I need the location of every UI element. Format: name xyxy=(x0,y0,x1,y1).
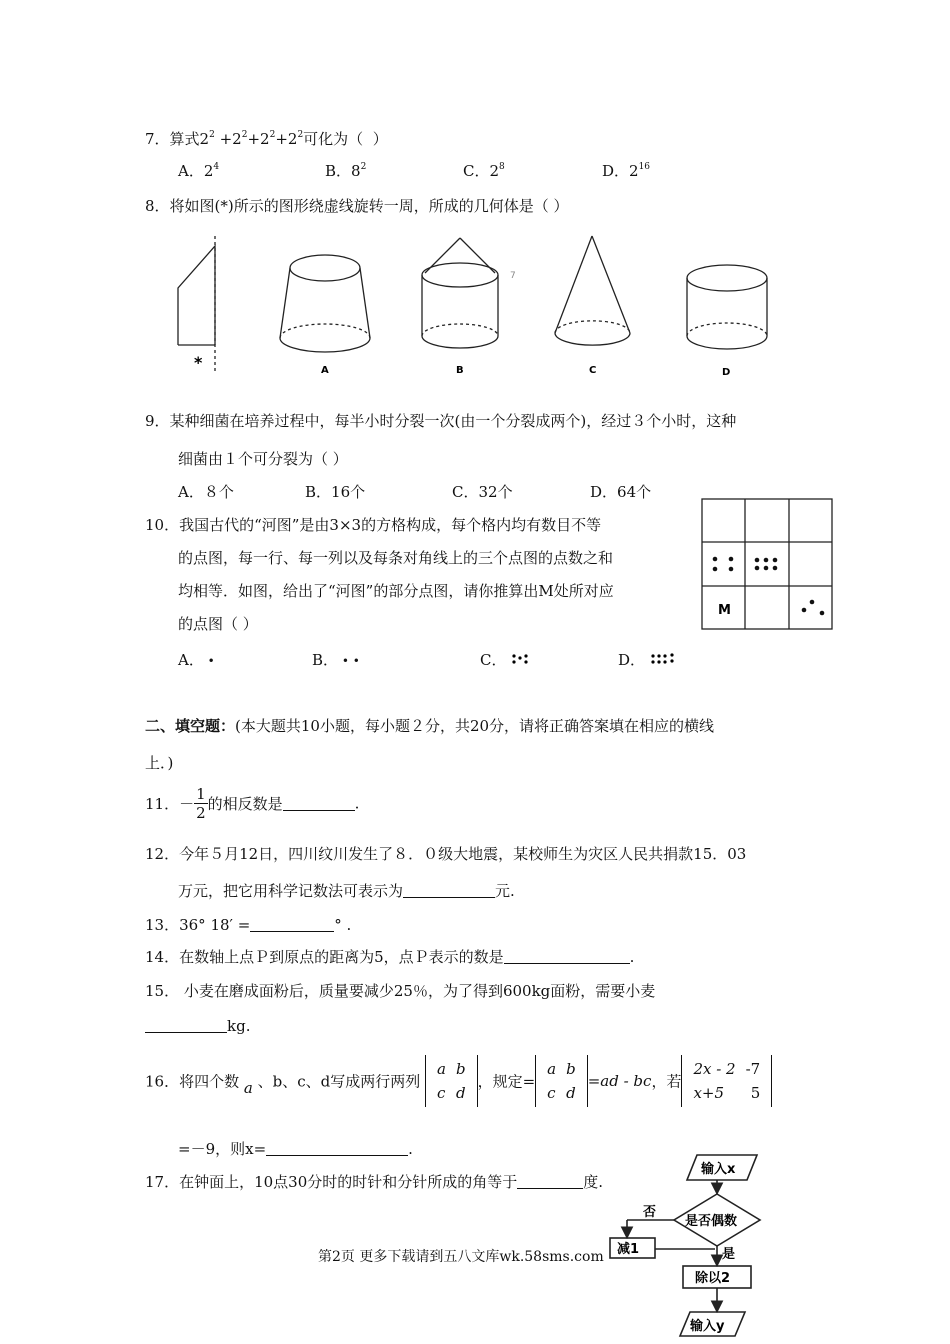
q7-option-c: C．$2^8$ xyxy=(463,162,505,180)
flow-output-label: 输入y xyxy=(690,1319,725,1334)
q9-stem-line2: 细菌由１个可分裂为（ ） xyxy=(178,450,348,468)
q10-line4: 的点图（ ） xyxy=(178,615,258,633)
q12-line2: 万元，把它用科学记数法可表示为 元. xyxy=(178,882,515,900)
q11-answer-blank xyxy=(283,796,355,811)
flow-yes-label: 是 xyxy=(722,1247,736,1262)
q7-option-b: B．$8^2$ xyxy=(325,162,367,180)
svg-text:7: 7 xyxy=(510,271,516,281)
q16-line2: =－9，则x= . xyxy=(178,1140,413,1158)
q9-option-a: A．８个 xyxy=(178,483,234,501)
section2-desc-line2: 上．) xyxy=(145,754,174,772)
page-footer: 第2页 更多下载请到五八文库wk.58sms.com xyxy=(318,1249,604,1265)
q16-det-abcd: a b c d xyxy=(425,1055,478,1107)
q17: 17．在钟面上，10点30分时的时针和分针所成的角等于 度. xyxy=(145,1173,604,1191)
grid-dots-four xyxy=(713,557,734,572)
figure-label-b: B xyxy=(456,365,464,376)
q17-answer-blank xyxy=(517,1174,583,1189)
q7-option-a: A．$2^4$ xyxy=(178,162,220,180)
q9-option-c: C．32个 xyxy=(452,483,513,501)
q15-line2: kg. xyxy=(145,1017,250,1035)
figure-label-star: * xyxy=(194,353,203,372)
flow-decision-label: 是否偶数 xyxy=(685,1214,738,1229)
q14-answer-blank xyxy=(504,949,630,964)
figure-label-c: C xyxy=(589,365,597,376)
q16-line1: 16．将四个数 a 、b、c、d写成两行两列 a b c d ，规定= a b c d =ad - bc，若 2x - 2 -7 x+5 5 xyxy=(145,1055,772,1107)
q16-answer-blank xyxy=(266,1141,408,1156)
figure-label-d: D xyxy=(722,367,731,378)
figure-d-cylinder xyxy=(687,265,767,349)
q10-line2: 的点图，每一行、每一列以及每条对角线上的三个点图的点数之和 xyxy=(178,549,614,567)
grid-dots-six xyxy=(755,558,778,571)
flow-minus-label: 减1 xyxy=(617,1242,640,1257)
q10-option-c: C． xyxy=(480,649,531,670)
q15-answer-blank xyxy=(145,1018,227,1033)
q15-line1: 15． 小麦在磨成面粉后，质量要减少25％，为了得到600kg面粉，需要小麦 xyxy=(145,982,656,1000)
figure-label-a: A xyxy=(321,365,329,376)
q10-line1: 10．我国古代的“河图”是由3×3的方格构成，每个格内均有数目不等 xyxy=(145,516,602,534)
q10-option-b: B． • • xyxy=(312,651,360,669)
grid-label-m: M xyxy=(718,603,731,618)
q10-option-a: A． • xyxy=(178,651,215,669)
q9-option-d: D．64个 xyxy=(590,483,652,501)
q13-answer-blank xyxy=(250,917,334,932)
q9-option-b: B．16个 xyxy=(305,483,366,501)
option-a-dots: • xyxy=(203,654,215,668)
q12-answer-blank xyxy=(403,883,495,898)
option-d-dots xyxy=(650,652,678,666)
q8-stem: 8．将如图(*)所示的图形绕虚线旋转一周，所成的几何体是（ ） xyxy=(145,197,569,215)
q16-det-given: 2x - 2 -7 x+5 5 xyxy=(681,1055,772,1107)
q12-line1: 12．今年５月12日，四川纹川发生了８．０级大地震，某校师生为灾区人民共捐款15．03 xyxy=(145,845,747,863)
flow-no-label: 否 xyxy=(643,1205,657,1220)
hetu-grid xyxy=(700,497,836,633)
option-b-dots: • • xyxy=(338,654,360,668)
q14: 14．在数轴上点Ｐ到原点的距离为5，点Ｐ表示的数是 . xyxy=(145,948,635,966)
q10-line3: 均相等．如图，给出了“河图”的部分点图，请你推算出M处所对应 xyxy=(178,582,614,600)
q11: 11．－ $\frac{1}{2}$的相反数是 . xyxy=(145,785,360,822)
q11-fraction: $\frac{1}{2}$ xyxy=(196,785,206,822)
section2-title: 二、填空题： xyxy=(145,717,236,735)
section2-desc-line1: (本大题共10小题，每小题２分，共20分，请将正确答案填在相应的横线 xyxy=(235,717,715,735)
q7-option-d: D．$2^{16}$ xyxy=(602,162,651,180)
section2-header xyxy=(145,715,714,736)
q7-stem: 7．算式$2^2 +2^2+2^2+2^2$可化为（ ） xyxy=(145,130,388,148)
grid-dots-three xyxy=(802,600,825,616)
figure-c-cone xyxy=(555,236,630,345)
figure-a-frustum xyxy=(280,255,370,352)
q16-det-rule: a b c d xyxy=(535,1055,588,1107)
option-c-dots xyxy=(511,652,531,666)
flow-divide-label: 除以2 xyxy=(695,1271,731,1286)
q13: 13．36° 18′ = ° . xyxy=(145,916,352,934)
flowchart xyxy=(605,1150,790,1344)
q9-stem-line1: 9．某种细菌在培养过程中，每半小时分裂一次(由一个分裂成两个)，经过３个小时，这种 xyxy=(145,412,737,430)
q10-option-d: D． xyxy=(618,649,678,670)
flow-input-label: 输入x xyxy=(701,1162,736,1177)
figure-b-cylinder-cone xyxy=(422,238,498,348)
q8-figures xyxy=(160,228,780,388)
